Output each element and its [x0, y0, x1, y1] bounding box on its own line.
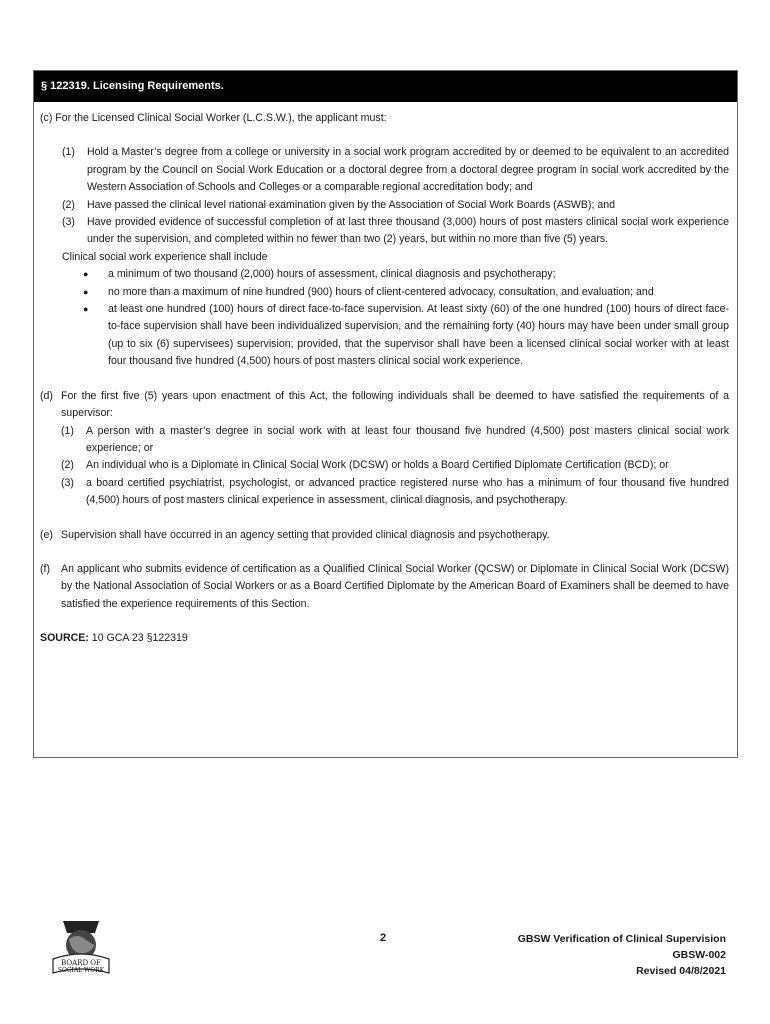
section-d-item-1: (1) A person with a master’s degree in social work with at least four thousand five hundred (4,500) post masters clinical social work experience; or	[61, 424, 729, 454]
board-seal-logo	[49, 915, 113, 981]
document-frame	[33, 70, 738, 758]
footer-doc-code: GBSW-002	[672, 949, 726, 961]
section-c-item-3: (3) Have provided evidence of successful completion of at last three thousand (3,000) hours of post masters clinical social work experience under the supervision, and completed within no fewer than two (2) years, but within no more than five (5) years.	[62, 216, 729, 246]
section-c-item-2: (2) Have passed the clinical level national examination given by the Association of Social Work Boards (ASWB); and	[62, 198, 616, 211]
section-d: (d) For the first five (5) years upon enactment of this Act, the following individuals shall be deemed to have satisfied the requirements of a supervisor:	[40, 389, 729, 420]
experience-bullet-1: ● a minimum of two thousand (2,000) hours of assessment, clinical diagnosis and psychotherapy;	[40, 266, 729, 283]
bullet-icon: ●	[83, 286, 89, 297]
page-number: 2	[380, 932, 387, 944]
footer-info	[518, 931, 726, 979]
source-citation: SOURCE: 10 GCA 23 §122319	[40, 632, 188, 645]
section-c-item-1: (1) Hold a Master’s degree from a college or university in a social work program accredited by or deemed to be equivalent to an accredited program by the Council on Social Work Education or a doctoral degree from a doctoral degree program in social work accredited by the Western Association of Schools and Colleges or a comparable regional accreditation body; and	[62, 146, 729, 194]
bullet-icon: ●	[83, 304, 89, 315]
experience-bullet-3: ● at least one hundred (100) hours of direct face-to-face supervision. At least sixty (60) of the one hundred (100) hours of direct face-to-face supervision shall have been individualized supervision, and the remaining forty (40) hours may have been under small group (up to six (6) supervisees) supervision; provided, that the supervisor shall have been a licensed clinical social worker with at least four thousand five hundred (4,500) hours of post masters clinical social work experience.	[40, 301, 729, 371]
experience-bullet-2: ● no more than a maximum of nine hundred (900) hours of client-centered advocacy, consultation, and evaluation; and	[40, 284, 729, 301]
section-c-intro: (c) For the Licensed Clinical Social Worker (L.C.S.W.), the applicant must:	[40, 112, 387, 124]
section-d-item-3: (3) a board certified psychiatrist, psychologist, or advanced practice registered nurse who has a minimum of four thousand five hundred (4,500) hours of post masters clinical experience in assessment, clinical diagnosis, and psychotherapy.	[61, 476, 729, 507]
logo-text-line-2: SOCIAL WORK	[57, 967, 105, 974]
footer-doc-title: GBSW Verification of Clinical Supervision	[517, 933, 726, 945]
section-heading: § 122319. Licensing Requirements.	[34, 71, 737, 102]
experience-intro: Clinical social work experience shall include	[62, 250, 268, 263]
section-d-items	[40, 423, 729, 510]
section-f: (f) An applicant who submits evidence of certification as a Qualified Clinical Social Worker (QCSW) or Diplomate in Clinical Social Work (DCSW) by the National Association of Social Workers or as a Board Certified Diplomate by the American Board of Examiners shall be deemed to have satisfied the experience requirements of this Section.	[40, 562, 729, 610]
logo-text-line-1: BOARD OF	[61, 959, 101, 967]
document-body	[34, 102, 737, 648]
section-e: (e) Supervision shall have occurred in an agency setting that provided clinical diagnosis and psychotherapy.	[40, 528, 550, 541]
bullet-icon: ●	[83, 269, 89, 280]
section-d-item-2: (2) An individual who is a Diplomate in Clinical Social Work (DCSW) or holds a Board Certified Diplomate Certification (BCD); or	[61, 459, 669, 472]
footer-revised: Revised 04/8/2021	[636, 965, 726, 977]
